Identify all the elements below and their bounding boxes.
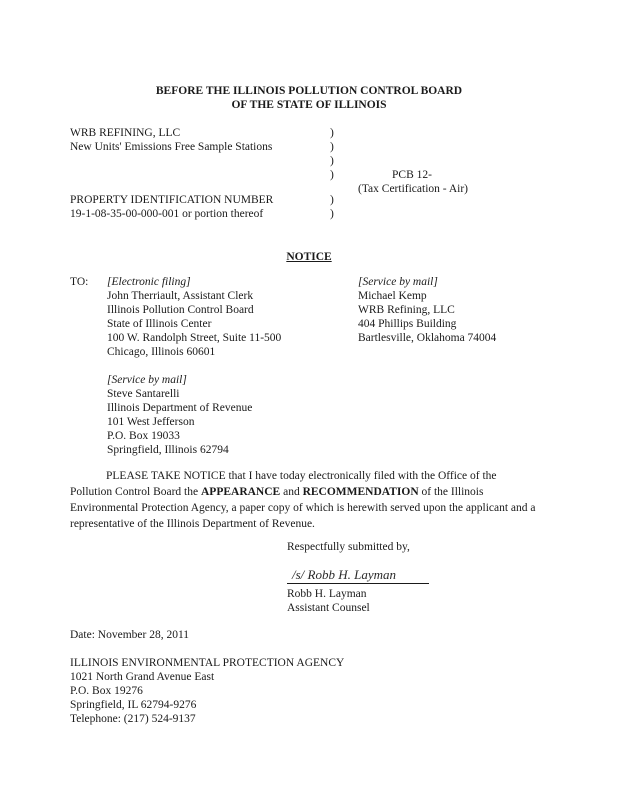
case-number: PCB 12- [392, 169, 432, 181]
recipient-line: Illinois Pollution Control Board [107, 304, 254, 316]
recipient-line: Springfield, Illinois 62794 [107, 444, 229, 456]
agency-address-line: 1021 North Grand Avenue East [70, 671, 215, 683]
signature-line [287, 583, 429, 584]
recipient-line: Illinois Department of Revenue [107, 402, 253, 414]
electronic-signature: /s/ Robb H. Layman [292, 567, 396, 582]
to-label: TO: [70, 276, 89, 288]
signer-name: Robb H. Layman [287, 588, 367, 600]
caption-bracket: ) [330, 127, 334, 139]
party-name: WRB REFINING, LLC [70, 127, 181, 139]
recipient-line: 404 Phillips Building [358, 318, 457, 330]
notice-paragraph: PLEASE TAKE NOTICE that I have today electronically filed with the Office of the Pollution Control Board the APPEARANCE and RECOMMENDATION of the Illinois Environmental Protection Agency, a paper copy of which is herewith served upon the applicant and a representative of the Illinois Department of Revenue. [70, 470, 536, 530]
recipient-line: 100 W. Randolph Street, Suite 11-500 [107, 332, 282, 344]
recipient-line: 101 West Jefferson [107, 416, 195, 428]
caption-bracket: ) [330, 169, 334, 181]
agency-name: ILLINOIS ENVIRONMENTAL PROTECTION AGENCY [70, 657, 345, 669]
service-method: [Service by mail] [107, 374, 187, 386]
board-title: BEFORE THE ILLINOIS POLLUTION CONTROL BOARD [155, 85, 463, 97]
recommendation-term: RECOMMENDATION [302, 485, 419, 498]
recipient-line: Bartlesville, Oklahoma 74004 [358, 332, 497, 344]
state-title: OF THE STATE OF ILLINOIS [231, 99, 387, 111]
signer-title: Assistant Counsel [287, 602, 370, 614]
recipient-line: Chicago, Illinois 60601 [107, 346, 216, 358]
caption-bracket: ) [330, 194, 334, 206]
date-line: Date: November 28, 2011 [70, 629, 190, 641]
party-description: New Units' Emissions Free Sample Stations [70, 141, 273, 153]
appearance-term: APPEARANCE [200, 485, 281, 498]
recipient-line: John Therriault, Assistant Clerk [107, 290, 254, 302]
closing-line: Respectfully submitted by, [287, 541, 410, 553]
caption-bracket: ) [330, 155, 334, 167]
caption-bracket: ) [330, 141, 334, 153]
recipient-line: Steve Santarelli [107, 388, 180, 400]
caption-bracket: ) [330, 208, 334, 220]
recipient-line: WRB Refining, LLC [358, 304, 455, 316]
agency-address-line: Springfield, IL 62794-9276 [70, 699, 197, 711]
service-method: [Service by mail] [358, 276, 438, 288]
property-id-value: 19-1-08-35-00-000-001 or portion thereof [70, 208, 264, 220]
service-method: [Electronic filing] [107, 276, 191, 288]
agency-address-line: P.O. Box 19276 [70, 685, 143, 697]
recipient-line: State of Illinois Center [107, 318, 212, 330]
agency-phone: Telephone: (217) 524-9137 [70, 713, 196, 725]
recipient-line: Michael Kemp [358, 290, 427, 302]
case-type: (Tax Certification - Air) [358, 183, 469, 195]
notice-title: NOTICE [286, 251, 332, 263]
recipient-line: P.O. Box 19033 [107, 430, 180, 442]
property-id-label: PROPERTY IDENTIFICATION NUMBER [70, 194, 274, 206]
